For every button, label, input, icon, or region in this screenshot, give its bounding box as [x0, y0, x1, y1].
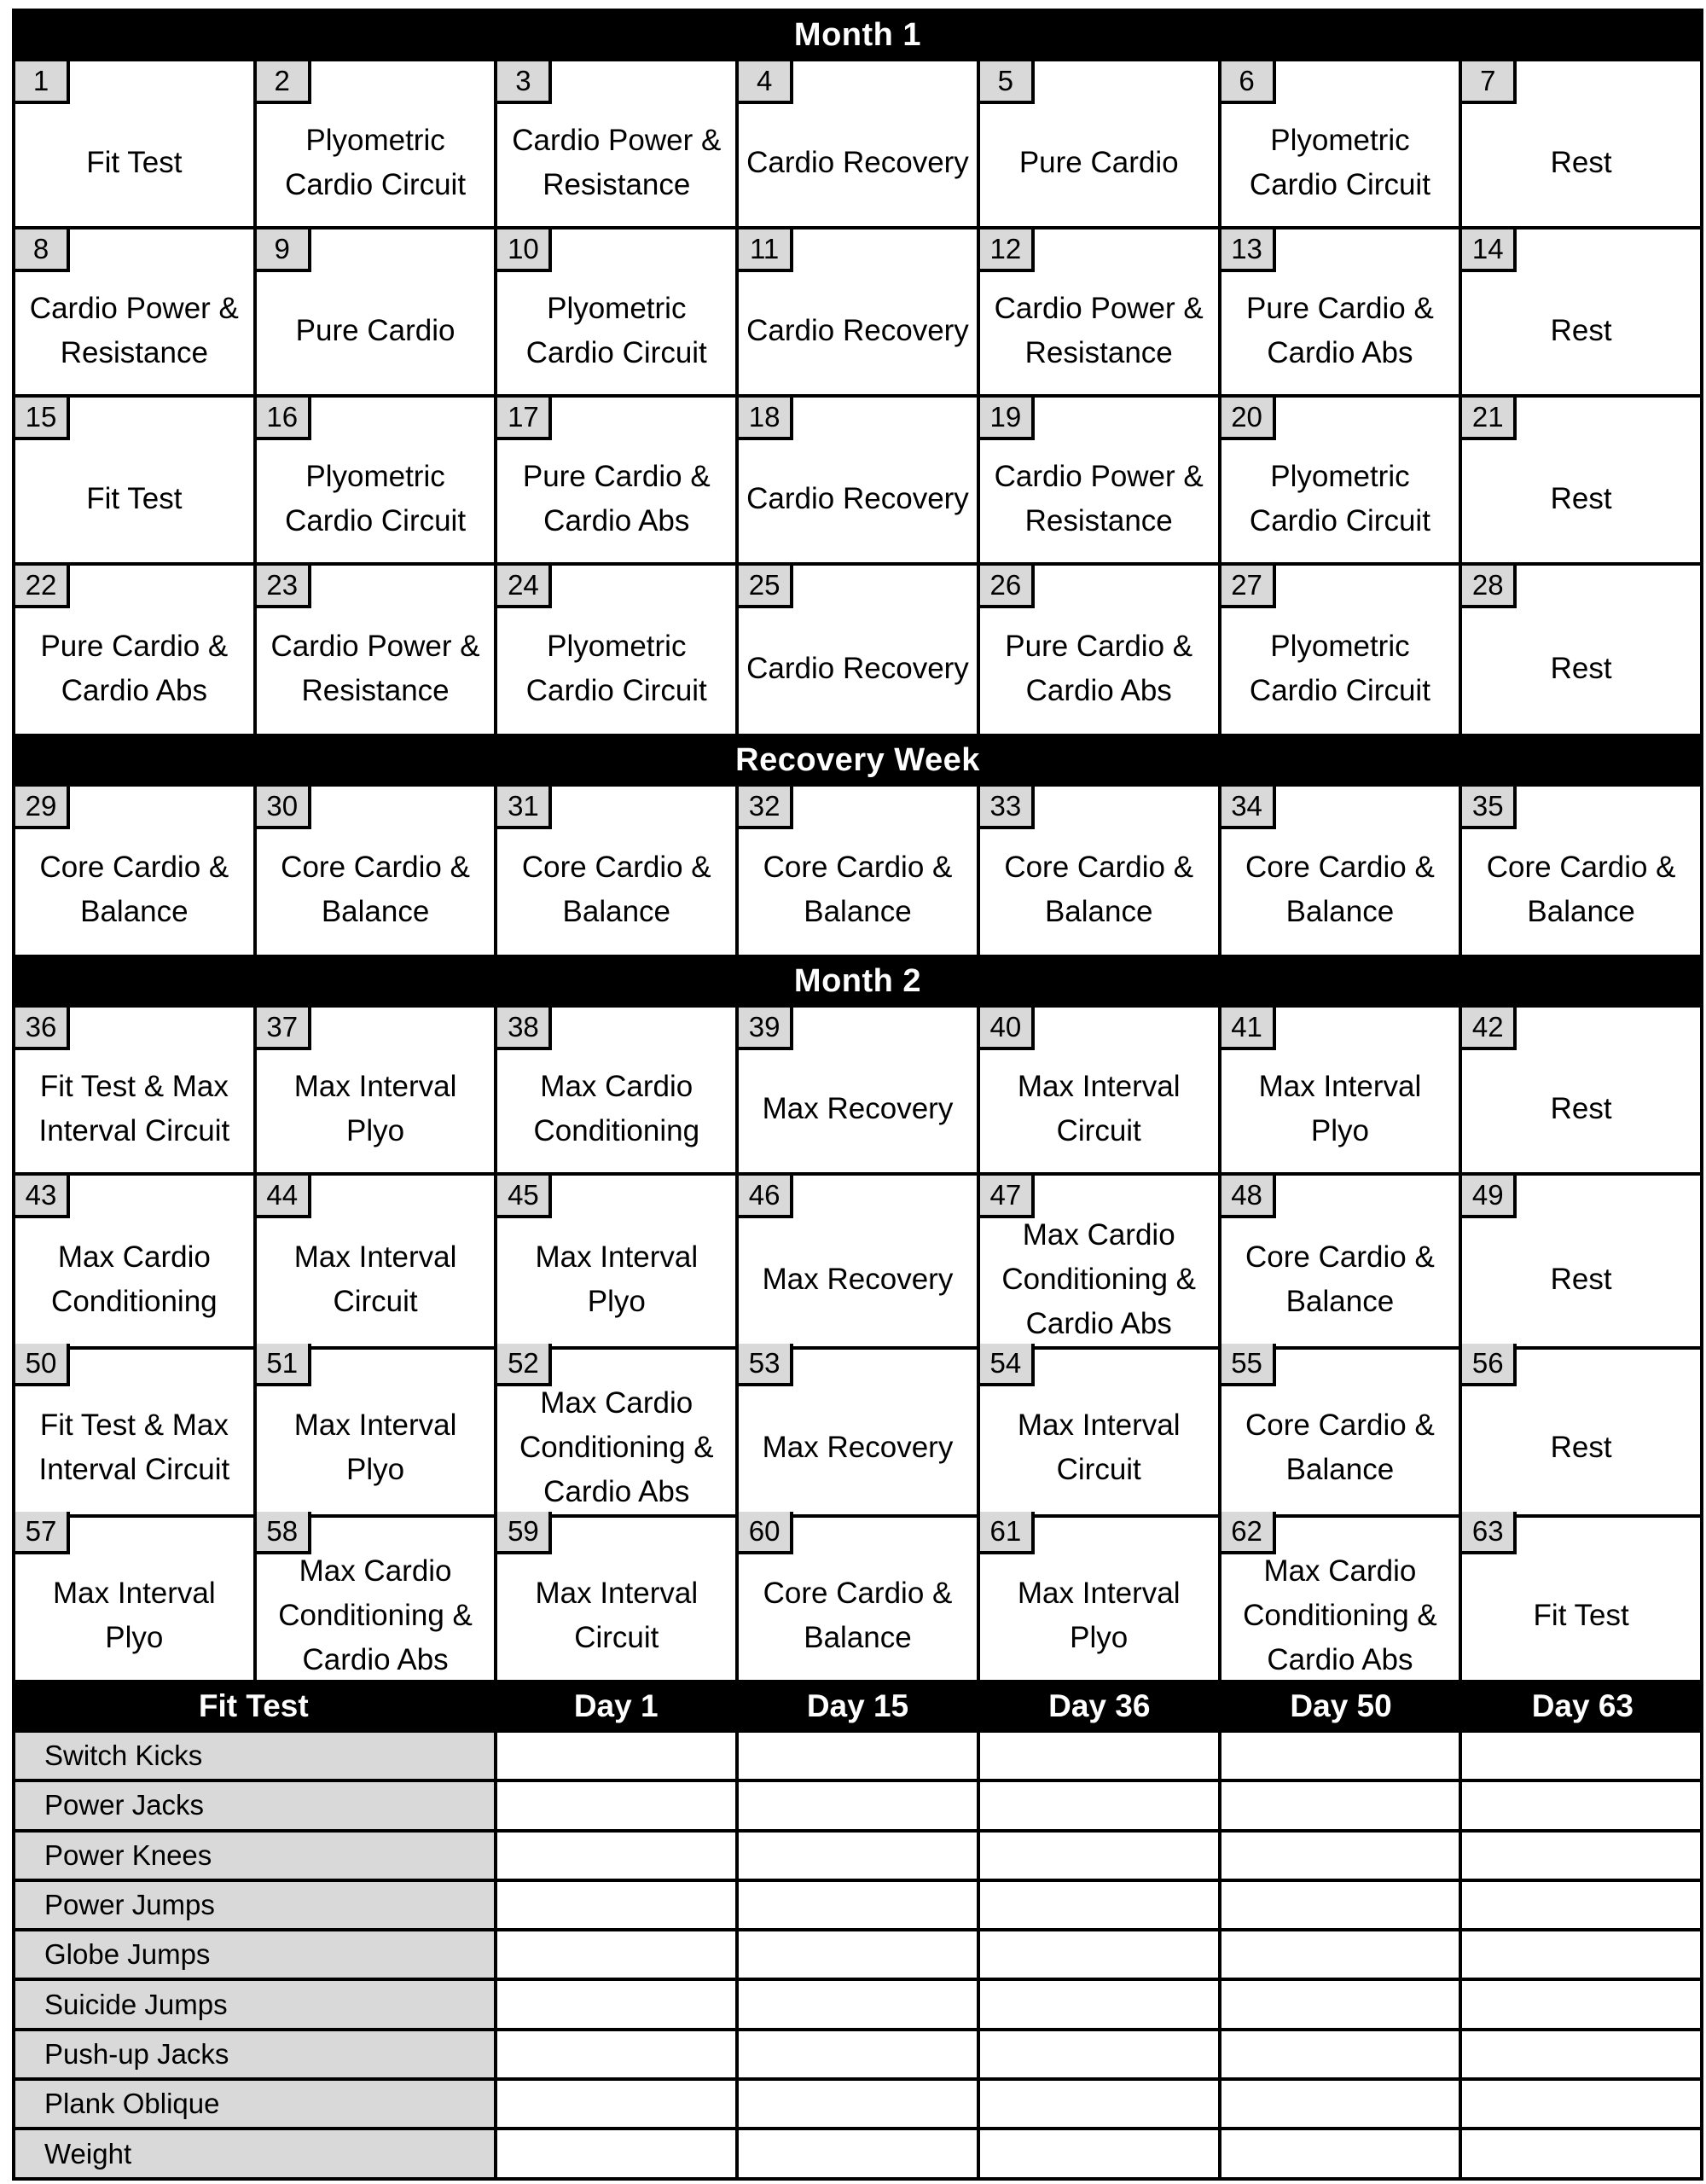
score-cell[interactable] — [1221, 1782, 1463, 1832]
day-cell — [497, 1344, 739, 1518]
workout-label: Cardio Recovery — [746, 481, 969, 515]
score-cell[interactable] — [1462, 2081, 1703, 2130]
workout-label: Pure Cardio — [1018, 145, 1179, 179]
day-number-badge: 47 — [980, 1176, 1035, 1218]
day-cell — [1221, 566, 1463, 734]
score-cell[interactable] — [980, 1733, 1221, 1782]
score-cell[interactable] — [1462, 2130, 1703, 2180]
week-row — [12, 1344, 1703, 1512]
day-number-badge: 55 — [1221, 1344, 1276, 1386]
fit-test-col-day63: Day 63 — [1531, 1688, 1633, 1723]
day-cell — [257, 229, 498, 398]
fit-test-col-day15: Day 15 — [806, 1688, 909, 1723]
day-cell — [497, 566, 739, 734]
day-number-badge: 57 — [15, 1512, 70, 1554]
workout-label: Plyometric Cardio Circuit — [525, 629, 707, 707]
day-number-badge: 13 — [1221, 229, 1276, 272]
section-header: Month 2 — [12, 955, 1703, 1008]
workout-label: Plyometric Cardio Circuit — [1249, 459, 1430, 537]
workout-label: Fit Test & Max Interval Circuit — [38, 1069, 230, 1147]
score-cell[interactable] — [980, 2081, 1221, 2130]
day-cell — [980, 1176, 1221, 1350]
day-cell — [257, 1176, 498, 1350]
score-cell[interactable] — [980, 1782, 1221, 1832]
day-number-badge: 52 — [497, 1344, 552, 1386]
fit-test-row — [12, 2081, 1703, 2130]
workout-label: Max Cardio Conditioning — [533, 1069, 700, 1147]
day-number-badge: 17 — [497, 398, 552, 440]
day-number-badge: 6 — [1221, 61, 1276, 104]
day-cell — [257, 1008, 498, 1176]
day-number-badge: 3 — [497, 61, 552, 104]
day-cell — [15, 1512, 257, 1682]
score-cell[interactable] — [497, 2130, 739, 2180]
workout-label: Max Interval Plyo — [1258, 1069, 1422, 1147]
day-cell — [15, 1176, 257, 1350]
day-cell — [739, 566, 980, 734]
workout-label: Pure Cardio — [295, 313, 456, 347]
section-header: Recovery Week — [12, 734, 1703, 787]
score-cell[interactable] — [1221, 1882, 1463, 1931]
day-cell — [1221, 398, 1463, 566]
week-row — [12, 229, 1703, 398]
workout-label: Fit Test — [86, 481, 183, 515]
workout-label: Plyometric Cardio Circuit — [285, 459, 467, 537]
day-number-badge: 50 — [15, 1344, 70, 1386]
score-cell[interactable] — [980, 1931, 1221, 1981]
day-cell — [497, 1512, 739, 1682]
day-number-badge: 56 — [1462, 1344, 1517, 1386]
day-number-badge: 44 — [257, 1176, 311, 1218]
workout-label: Max Cardio Conditioning & Cardio Abs — [519, 1386, 714, 1508]
score-cell[interactable] — [497, 1833, 739, 1882]
workout-label: Cardio Recovery — [746, 651, 969, 685]
score-cell[interactable] — [739, 1931, 980, 1981]
day-number-badge: 42 — [1462, 1008, 1517, 1050]
day-cell — [15, 61, 257, 229]
score-cell[interactable] — [1221, 1981, 1463, 2030]
day-number-badge: 10 — [497, 229, 552, 272]
workout-label: Core Cardio & Balance — [1245, 1240, 1435, 1318]
section-header: Month 1 — [12, 9, 1703, 61]
score-cell[interactable] — [497, 1981, 739, 2030]
score-cell[interactable] — [980, 2130, 1221, 2180]
fit-test-col-day50: Day 50 — [1290, 1688, 1392, 1723]
fit-test-row — [12, 1833, 1703, 1882]
day-cell — [15, 1008, 257, 1176]
workout-label: Core Cardio & Balance — [1004, 850, 1194, 928]
day-cell — [257, 1344, 498, 1518]
exercise-name: Power Jacks — [15, 1782, 497, 1832]
score-cell[interactable] — [1221, 1733, 1463, 1782]
day-cell — [1462, 566, 1703, 734]
day-cell — [1462, 229, 1703, 398]
score-cell[interactable] — [739, 2130, 980, 2180]
day-number-badge: 9 — [257, 229, 311, 272]
day-number-badge: 35 — [1462, 787, 1517, 829]
workout-label: Core Cardio & Balance — [763, 1577, 953, 1654]
score-cell[interactable] — [1462, 1981, 1703, 2030]
calendar-sections — [12, 9, 1703, 1680]
day-number-badge: 21 — [1462, 398, 1517, 440]
week-row — [12, 398, 1703, 566]
day-cell — [15, 229, 257, 398]
workout-label: Core Cardio & Balance — [39, 850, 229, 928]
workout-label: Pure Cardio & Cardio Abs — [522, 459, 711, 537]
day-number-badge: 37 — [257, 1008, 311, 1050]
day-number-badge: 49 — [1462, 1176, 1517, 1218]
day-number-badge: 16 — [257, 398, 311, 440]
week-row — [12, 61, 1703, 229]
workout-label: Max Cardio Conditioning & Cardio Abs — [1001, 1218, 1197, 1340]
fit-test-row — [12, 2031, 1703, 2081]
score-cell[interactable] — [1462, 2031, 1703, 2081]
score-cell[interactable] — [980, 2031, 1221, 2081]
workout-label: Core Cardio & Balance — [281, 850, 470, 928]
workout-label: Max Interval Plyo — [1017, 1577, 1181, 1654]
day-number-badge: 60 — [739, 1512, 793, 1554]
score-cell[interactable] — [739, 1882, 980, 1931]
day-number-badge: 36 — [15, 1008, 70, 1050]
week-row — [12, 1176, 1703, 1344]
day-number-badge: 34 — [1221, 787, 1276, 829]
day-cell — [1221, 61, 1463, 229]
day-number-badge: 4 — [739, 61, 793, 104]
workout-label: Rest — [1550, 1091, 1612, 1125]
exercise-name: Power Knees — [15, 1833, 497, 1882]
workout-label: Fit Test — [86, 145, 183, 179]
day-number-badge: 14 — [1462, 229, 1517, 272]
score-cell[interactable] — [980, 1833, 1221, 1882]
day-number-badge: 8 — [15, 229, 70, 272]
workout-label: Max Interval Circuit — [293, 1240, 457, 1318]
day-cell — [739, 229, 980, 398]
day-cell — [497, 787, 739, 955]
week-row — [12, 1008, 1703, 1176]
score-cell[interactable] — [1221, 2081, 1463, 2130]
day-number-badge: 45 — [497, 1176, 552, 1218]
exercise-name: Weight — [15, 2130, 497, 2180]
day-number-badge: 31 — [497, 787, 552, 829]
fit-test-col-day1: Day 1 — [573, 1688, 659, 1723]
day-number-badge: 12 — [980, 229, 1035, 272]
workout-label: Pure Cardio & Cardio Abs — [40, 629, 229, 707]
day-number-badge: 54 — [980, 1344, 1035, 1386]
day-number-badge: 11 — [739, 229, 793, 272]
workout-label: Fit Test — [1533, 1599, 1629, 1632]
day-cell — [497, 1008, 739, 1176]
workout-label: Max Interval Circuit — [1017, 1409, 1181, 1486]
score-cell[interactable] — [497, 1882, 739, 1931]
score-cell[interactable] — [980, 1981, 1221, 2030]
workout-label: Max Interval Circuit — [535, 1577, 699, 1654]
score-cell[interactable] — [739, 1981, 980, 2030]
day-number-badge: 59 — [497, 1512, 552, 1554]
day-number-badge: 32 — [739, 787, 793, 829]
workout-label: Rest — [1550, 145, 1612, 179]
workout-label: Plyometric Cardio Circuit — [1249, 629, 1430, 707]
workout-label: Core Cardio & Balance — [1245, 850, 1435, 928]
workout-label: Cardio Recovery — [746, 145, 969, 179]
exercise-name: Push-up Jacks — [15, 2031, 497, 2081]
score-cell[interactable] — [1462, 1733, 1703, 1782]
day-cell — [739, 787, 980, 955]
score-cell[interactable] — [1221, 1931, 1463, 1981]
day-cell — [980, 61, 1221, 229]
day-number-badge: 25 — [739, 566, 793, 608]
day-cell — [1221, 1344, 1463, 1518]
day-number-badge: 22 — [15, 566, 70, 608]
day-cell — [980, 566, 1221, 734]
exercise-name: Plank Oblique — [15, 2081, 497, 2130]
day-cell — [739, 1008, 980, 1176]
workout-label: Cardio Power & Resistance — [270, 629, 480, 707]
day-number-badge: 2 — [257, 61, 311, 104]
day-number-badge: 48 — [1221, 1176, 1276, 1218]
exercise-name: Globe Jumps — [15, 1931, 497, 1981]
workout-label: Cardio Power & Resistance — [29, 291, 239, 369]
day-cell — [257, 566, 498, 734]
workout-label: Max Interval Plyo — [293, 1069, 457, 1147]
day-cell — [1462, 61, 1703, 229]
day-cell — [739, 1344, 980, 1518]
workout-label: Core Cardio & Balance — [1486, 850, 1676, 928]
day-cell — [257, 61, 498, 229]
week-row — [12, 566, 1703, 734]
exercise-name: Suicide Jumps — [15, 1981, 497, 2030]
day-number-badge: 51 — [257, 1344, 311, 1386]
day-number-badge: 39 — [739, 1008, 793, 1050]
day-cell — [1462, 1344, 1703, 1518]
day-cell — [1221, 1512, 1463, 1682]
day-number-badge: 33 — [980, 787, 1035, 829]
day-number-badge: 15 — [15, 398, 70, 440]
workout-label: Cardio Power & Resistance — [994, 459, 1204, 537]
score-cell[interactable] — [1221, 1833, 1463, 1882]
day-number-badge: 63 — [1462, 1512, 1517, 1554]
workout-label: Max Interval Plyo — [535, 1240, 699, 1318]
workout-label: Rest — [1550, 313, 1612, 347]
day-number-badge: 46 — [739, 1176, 793, 1218]
fit-test-row — [12, 1733, 1703, 1782]
score-cell[interactable] — [497, 2081, 739, 2130]
day-cell — [257, 398, 498, 566]
day-cell — [497, 398, 739, 566]
workout-label: Core Cardio & Balance — [1245, 1409, 1435, 1486]
workout-label: Max Interval Plyo — [53, 1577, 216, 1654]
day-number-badge: 58 — [257, 1512, 311, 1554]
score-cell[interactable] — [739, 2081, 980, 2130]
day-cell — [1221, 229, 1463, 398]
workout-label: Fit Test & Max Interval Circuit — [38, 1409, 230, 1486]
week-row — [12, 1512, 1703, 1680]
workout-label: Plyometric Cardio Circuit — [525, 291, 707, 369]
day-number-badge: 40 — [980, 1008, 1035, 1050]
score-cell[interactable] — [739, 1733, 980, 1782]
day-number-badge: 41 — [1221, 1008, 1276, 1050]
day-cell — [980, 1512, 1221, 1682]
day-cell — [1462, 1008, 1703, 1176]
workout-label: Core Cardio & Balance — [763, 850, 953, 928]
workout-label: Max Cardio Conditioning — [51, 1240, 218, 1318]
fit-test-row — [12, 1981, 1703, 2030]
workout-label: Max Cardio Conditioning & Cardio Abs — [278, 1554, 473, 1676]
workout-label: Cardio Power & Resistance — [512, 123, 722, 201]
score-cell[interactable] — [739, 1782, 980, 1832]
workout-label: Max Cardio Conditioning & Cardio Abs — [1243, 1554, 1437, 1676]
day-cell — [739, 1512, 980, 1682]
workout-label: Plyometric Cardio Circuit — [285, 123, 467, 201]
score-cell[interactable] — [497, 2031, 739, 2081]
workout-label: Rest — [1550, 651, 1612, 685]
fit-test-col-day36: Day 36 — [1048, 1688, 1151, 1723]
day-cell — [15, 1344, 257, 1518]
workout-label: Core Cardio & Balance — [521, 850, 711, 928]
day-number-badge: 43 — [15, 1176, 70, 1218]
day-cell — [1221, 787, 1463, 955]
day-cell — [980, 1344, 1221, 1518]
day-number-badge: 24 — [497, 566, 552, 608]
workout-label: Max Interval Circuit — [1017, 1069, 1181, 1147]
day-cell — [980, 229, 1221, 398]
workout-label: Pure Cardio & Cardio Abs — [1246, 291, 1434, 369]
fit-test-header — [12, 1680, 1703, 1733]
exercise-name: Power Jumps — [15, 1882, 497, 1931]
score-cell[interactable] — [497, 1782, 739, 1832]
week-row — [12, 787, 1703, 955]
workout-label: Rest — [1550, 1431, 1612, 1464]
day-number-badge: 28 — [1462, 566, 1517, 608]
workout-label: Plyometric Cardio Circuit — [1249, 123, 1430, 201]
day-number-badge: 38 — [497, 1008, 552, 1050]
workout-label: Pure Cardio & Cardio Abs — [1005, 629, 1193, 707]
day-cell — [739, 398, 980, 566]
day-cell — [497, 61, 739, 229]
day-number-badge: 26 — [980, 566, 1035, 608]
day-cell — [497, 1176, 739, 1350]
score-cell[interactable] — [497, 1733, 739, 1782]
score-cell[interactable] — [497, 1931, 739, 1981]
day-cell — [257, 787, 498, 955]
score-cell[interactable] — [1462, 1782, 1703, 1832]
day-number-badge: 27 — [1221, 566, 1276, 608]
workout-label: Max Recovery — [762, 1431, 954, 1464]
day-number-badge: 5 — [980, 61, 1035, 104]
score-cell[interactable] — [1462, 1931, 1703, 1981]
score-cell[interactable] — [739, 2031, 980, 2081]
day-cell — [739, 61, 980, 229]
score-cell[interactable] — [1221, 2130, 1463, 2180]
workout-calendar — [12, 9, 1703, 2181]
day-cell — [1462, 1512, 1703, 1682]
day-number-badge: 18 — [739, 398, 793, 440]
fit-test-table — [12, 1733, 1703, 2181]
fit-test-row — [12, 2130, 1703, 2180]
score-cell[interactable] — [1221, 2031, 1463, 2081]
day-cell — [980, 1008, 1221, 1176]
day-number-badge: 62 — [1221, 1512, 1276, 1554]
exercise-name: Switch Kicks — [15, 1733, 497, 1782]
workout-label: Rest — [1550, 1263, 1612, 1296]
day-number-badge: 53 — [739, 1344, 793, 1386]
day-number-badge: 61 — [980, 1512, 1035, 1554]
workout-label: Cardio Recovery — [746, 313, 969, 347]
workout-label: Rest — [1550, 481, 1612, 515]
workout-label: Max Recovery — [762, 1263, 954, 1296]
day-number-badge: 1 — [15, 61, 70, 104]
workout-label: Max Recovery — [762, 1091, 954, 1125]
day-number-badge: 7 — [1462, 61, 1517, 104]
day-cell — [1462, 1176, 1703, 1350]
day-cell — [497, 229, 739, 398]
score-cell[interactable] — [1462, 1833, 1703, 1882]
score-cell[interactable] — [980, 1882, 1221, 1931]
day-number-badge: 29 — [15, 787, 70, 829]
day-cell — [15, 566, 257, 734]
day-cell — [257, 1512, 498, 1682]
day-number-badge: 23 — [257, 566, 311, 608]
day-cell — [1221, 1176, 1463, 1350]
fit-test-row — [12, 1882, 1703, 1931]
day-cell — [15, 398, 257, 566]
fit-test-row — [12, 1782, 1703, 1832]
day-number-badge: 19 — [980, 398, 1035, 440]
workout-label: Max Interval Plyo — [293, 1409, 457, 1486]
day-cell — [739, 1176, 980, 1350]
fit-test-row — [12, 1931, 1703, 1981]
day-cell — [980, 787, 1221, 955]
day-cell — [1462, 787, 1703, 955]
day-cell — [980, 398, 1221, 566]
workout-label: Cardio Power & Resistance — [994, 291, 1204, 369]
score-cell[interactable] — [1462, 1882, 1703, 1931]
day-number-badge: 30 — [257, 787, 311, 829]
day-cell — [1462, 398, 1703, 566]
day-cell — [15, 787, 257, 955]
score-cell[interactable] — [739, 1833, 980, 1882]
day-number-badge: 20 — [1221, 398, 1276, 440]
fit-test-title: Fit Test — [198, 1688, 309, 1723]
day-cell — [1221, 1008, 1463, 1176]
